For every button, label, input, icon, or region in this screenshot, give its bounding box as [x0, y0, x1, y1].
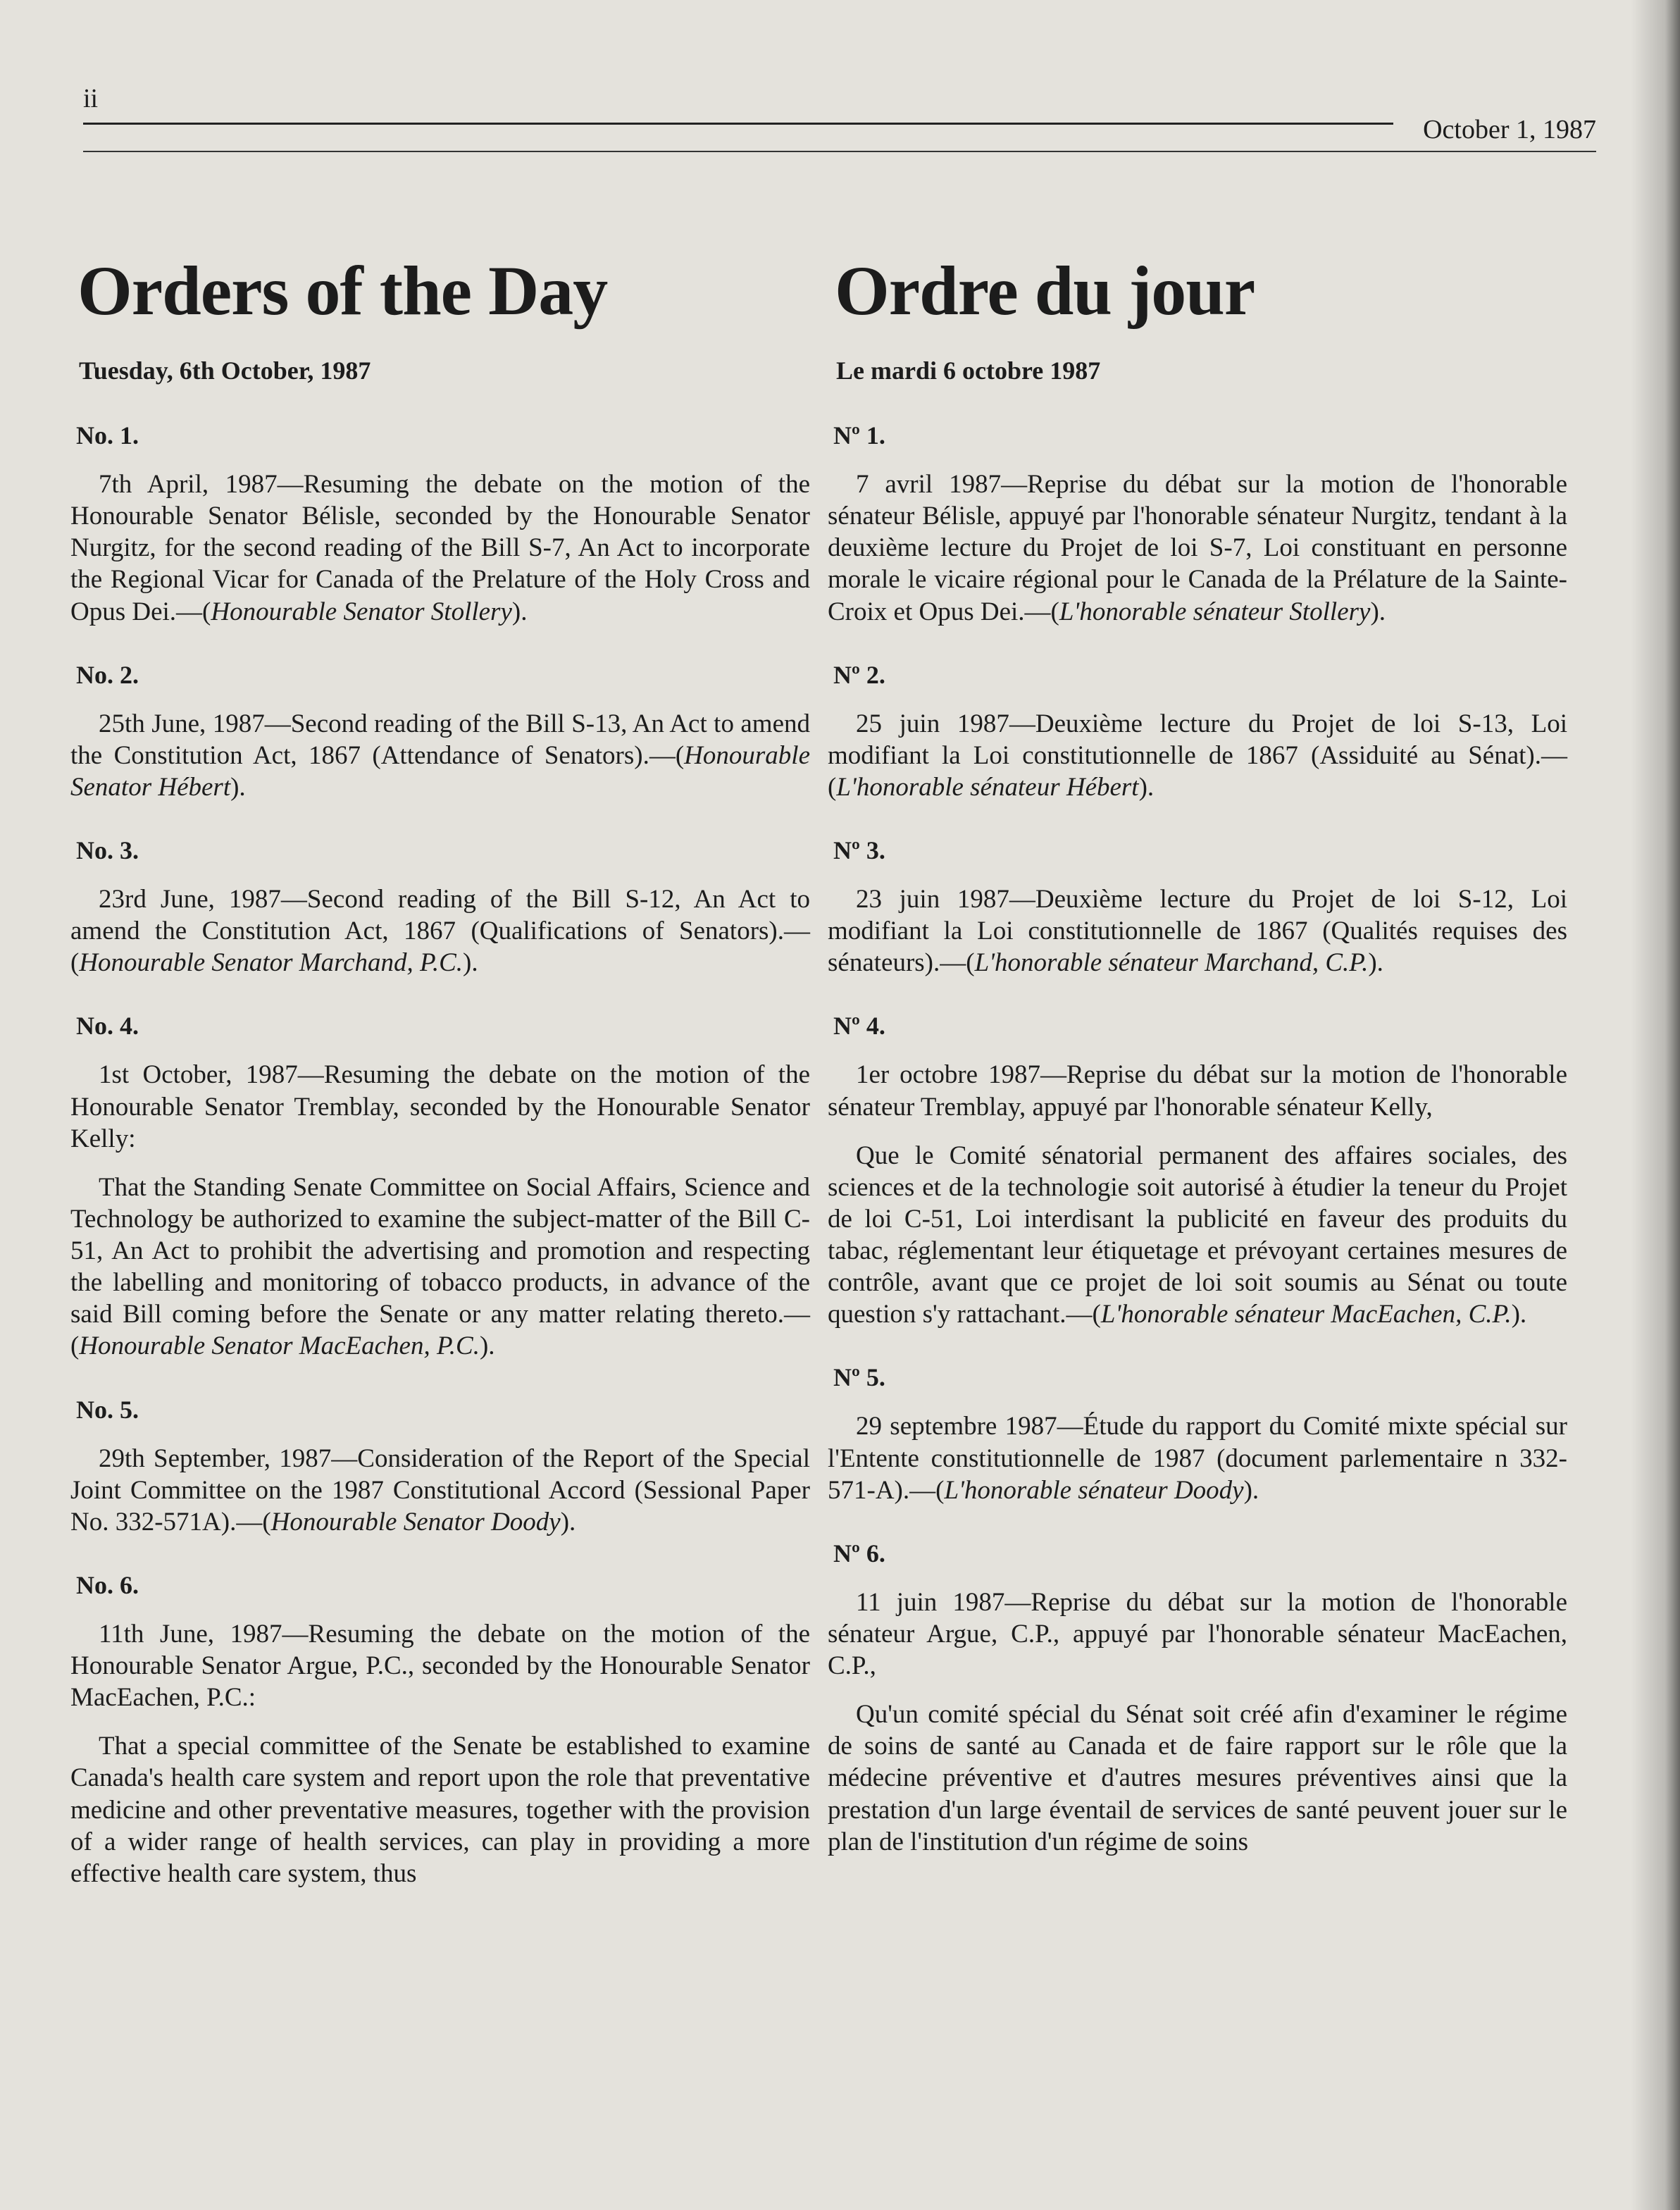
item-text: 1er octobre 1987—Reprise du débat sur la motion de l'honorable sénateur Tremblay, appuyé par l'honorable sénateur Kelly, — [828, 1060, 1567, 1122]
item-text: 23rd June, 1987—Second reading of the Bill S-12, An Act to amend the Constitution Act, 1867 (Qualifications of Senators).—(Honourable Senator Marchand, P.C.). — [70, 885, 810, 978]
item-citation: L'honorable sénateur Stollery — [1059, 597, 1371, 626]
english-item-6 — [70, 1570, 810, 1889]
french-item-3 — [828, 836, 1567, 979]
item-text: 29th September, 1987—Consideration of the Report of the Special Joint Committee on the 1987 Constitutional Accord (Sessional Paper No. 332-571A).—(Honourable Senator Doody). — [70, 1444, 810, 1537]
item-text: 11 juin 1987—Reprise du débat sur la motion de l'honorable sénateur Argue, C.P., appuyé par l'honorable sénateur MacEachen, C.P., — [828, 1587, 1567, 1680]
item-number: Nº 6. — [833, 1539, 885, 1568]
french-date-line: Le mardi 6 octobre 1987 — [836, 356, 1101, 385]
item-number: No. 1. — [76, 421, 139, 449]
item-text: 7th April, 1987—Resuming the debate on the motion of the Honourable Senator Bélisle, seconded by the Honourable Senator Nurgitz, for the second reading of the Bill S-7, An Act to incorporate the Regional Vicar for Canada of the Prelature of the Holy Cross and Opus Dei.—(Honourable Senator Stollery). — [70, 470, 810, 626]
item-motion-text: Que le Comité sénatorial permanent des affaires sociales, des sciences et de la technologie soit autorisé à étudier la teneur du Projet de loi C-51, Loi interdisant la publicité en faveur des produits du tabac, réglementant leur étiquetage et prévoyant certaines mesures de contrôle, avant que ce projet de loi soit soumis au Sénat ou toute question s'y rattachant.—(L'honorable sénateur MacEachen, C.P.). — [828, 1141, 1567, 1329]
header-rule-lower — [83, 151, 1596, 152]
item-text: 7 avril 1987—Reprise du débat sur la motion de l'honorable sénateur Bélisle, appuyé par l'honorable sénateur Nurgitz, tendant à la deuxième lecture du Projet de loi S-7, Loi constituant en personne morale le vicaire régional pour le Canada de la Prélature de la Sainte-Croix et Opus Dei.—(L'honorable sénateur Stollery). — [828, 470, 1567, 626]
french-item-1 — [828, 421, 1567, 628]
item-number: Nº 2. — [833, 660, 885, 689]
item-number: No. 6. — [76, 1570, 139, 1599]
item-citation: Honourable Senator Marchand, P.C. — [79, 948, 463, 978]
english-item-4 — [70, 1011, 810, 1362]
item-number: Nº 5. — [833, 1363, 885, 1392]
french-item-6 — [828, 1539, 1567, 1858]
item-citation: L'honorable sénateur Marchand, C.P. — [974, 948, 1369, 978]
item-citation: Honourable Senator MacEachen, P.C. — [79, 1331, 480, 1361]
item-citation: L'honorable sénateur MacEachen, C.P. — [1100, 1300, 1512, 1329]
french-item-4 — [828, 1011, 1567, 1330]
french-title: Ordre du jour — [835, 252, 1255, 330]
english-date-line: Tuesday, 6th October, 1987 — [79, 356, 371, 385]
item-text: 1st October, 1987—Resuming the debate on the motion of the Honourable Senator Tremblay, seconded by the Honourable Senator Kelly: — [70, 1060, 810, 1153]
item-citation: Honourable Senator Hébert — [70, 740, 810, 802]
item-text: 23 juin 1987—Deuxième lecture du Projet de loi S-12, Loi modifiant la Loi constitutionnelle de 1867 (Qualités requises des sénateurs).—(L'honorable sénateur Marchand, C.P.). — [828, 885, 1567, 978]
english-item-5 — [70, 1395, 810, 1538]
item-citation: L'honorable sénateur Hébert — [836, 772, 1139, 802]
english-item-1 — [70, 421, 810, 628]
header-date: October 1, 1987 — [1423, 115, 1596, 144]
english-column — [70, 254, 810, 1922]
english-item-2 — [70, 660, 810, 803]
english-title: Orders of the Day — [77, 252, 608, 330]
page-number: ii — [83, 84, 99, 113]
item-text: 11th June, 1987—Resuming the debate on the motion of the Honourable Senator Argue, P.C., seconded by the Honourable Senator MacEachen, P.C.: — [70, 1619, 810, 1713]
french-column — [828, 254, 1567, 1890]
item-text: 25 juin 1987—Deuxième lecture du Projet de loi S-13, Loi modifiant la Loi constitutionnelle de 1867 (Assiduité au Sénat).—(L'honorable sénateur Hébert). — [828, 709, 1567, 802]
page-edge-shadow — [1631, 0, 1680, 2210]
item-number: Nº 1. — [833, 421, 885, 449]
item-citation: L'honorable sénateur Doody — [944, 1475, 1244, 1505]
english-item-3 — [70, 836, 810, 979]
item-number: Nº 3. — [833, 836, 885, 864]
item-number: No. 5. — [76, 1395, 139, 1424]
item-number: No. 2. — [76, 660, 139, 689]
item-motion-text: That the Standing Senate Committee on Social Affairs, Science and Technology be authorized to examine the subject-matter of the Bill C-51, An Act to prohibit the advertising and promotion and respecting the labelling and monitoring of tobacco products, in advance of the said Bill coming before the Senate or any matter relating thereto.—(Honourable Senator MacEachen, P.C.). — [70, 1172, 810, 1361]
item-number: No. 3. — [76, 836, 139, 864]
item-citation: Honourable Senator Stollery — [211, 597, 512, 626]
item-text: 25th June, 1987—Second reading of the Bill S-13, An Act to amend the Constitution Act, 1867 (Attendance of Senators).—(Honourable Senator Hébert). — [70, 709, 810, 802]
french-item-5 — [828, 1362, 1567, 1506]
header-rule — [83, 123, 1393, 125]
item-number: Nº 4. — [833, 1012, 885, 1041]
page-header — [83, 83, 1596, 154]
item-motion-text: That a special committee of the Senate be established to examine Canada's health care system and report upon the role that preventative medicine and other preventative measures, together with the provision of a wider range of health services, can play in providing a more effective health care system, thus — [70, 1732, 810, 1888]
french-item-2 — [828, 660, 1567, 803]
item-citation: Honourable Senator Doody — [270, 1507, 561, 1537]
item-number: No. 4. — [76, 1012, 139, 1041]
item-text: 29 septembre 1987—Étude du rapport du Comité mixte spécial sur l'Entente constitutionnelle de 1987 (document parlementaire n 332-571-A).—(L'honorable sénateur Doody). — [828, 1412, 1567, 1505]
item-motion-text: Qu'un comité spécial du Sénat soit créé afin d'examiner le régime de soins de santé au Canada et de faire rapport sur le rôle que la médecine préventive et d'autres mesures préventives ainsi que la prestation d'un large éventail de services de santé peuvent jouer sur le plan de l'institution d'un régime de soins — [828, 1700, 1567, 1856]
